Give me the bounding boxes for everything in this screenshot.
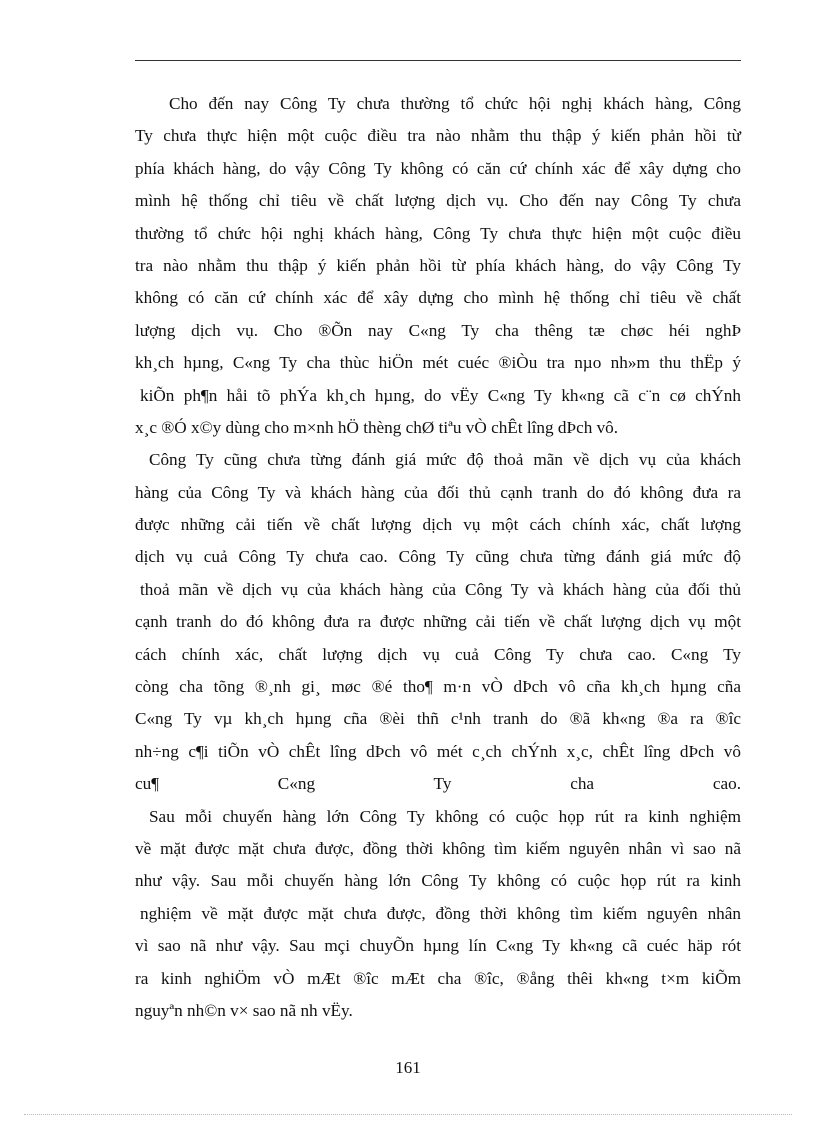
paragraph-line: kh¸ch hµng, C«ng Ty cha thùc hiÖn mét cuéc ®iÒu tra nµo nh»m thu thËp ý bbox=[135, 353, 741, 373]
paragraph-line: mình hệ thống chỉ tiêu về chất lượng dịch vụ. Cho đến nay Công Ty chưa bbox=[135, 191, 741, 211]
page-number: 161 bbox=[395, 1058, 421, 1077]
paragraph-2 bbox=[135, 444, 741, 800]
paragraph-line: Ty chưa thực hiện một cuộc điều tra nào nhằm thu thập ý kiến phản hồi từ bbox=[135, 126, 741, 146]
page-bottom-border bbox=[24, 1114, 792, 1115]
paragraph-line: được những cải tiến về chất lượng dịch vụ một cách chính xác, chất lượng bbox=[135, 515, 741, 535]
paragraph-line: thường tổ chức hội nghị khách hàng, Công Ty chưa thực hiện một cuộc điều bbox=[135, 223, 741, 243]
paragraph-line: cách chính xác, chất lượng dịch vụ cuả Công Ty chưa cao. C«ng Ty bbox=[135, 644, 741, 664]
paragraph-line: thoả mãn về dịch vụ của khách hàng của Công Ty và khách hàng của đối thủ bbox=[140, 579, 741, 599]
paragraph-1 bbox=[135, 88, 741, 444]
paragraph-line: tra nào nhằm thu thập ý kiến phản hồi từ phía khách hàng, do vậy Công Ty bbox=[135, 255, 741, 275]
paragraph-line: nghiệm về mặt được mặt chưa được, đồng thời không tìm kiếm nguyên nhân bbox=[140, 903, 741, 923]
paragraph-line: x¸c ®Ó x©y dùng cho m×nh hÖ thèng chØ tiªu vÒ chÊt lîng dÞch vô. bbox=[135, 417, 619, 437]
document-body bbox=[135, 88, 741, 1027]
paragraph-line: nh÷ng c¶i tiÕn vÒ chÊt lîng dÞch vô mét c¸ch chÝnh x¸c, chÊt lîng dÞch vô bbox=[135, 741, 741, 761]
paragraph-line: vì sao nã như vậy. Sau mçi chuyÕn hµng lín C«ng Ty kh«ng cã cuéc häp rót bbox=[135, 936, 741, 956]
paragraph-line: Công Ty cũng chưa từng đánh giá mức độ thoả mãn về dịch vụ của khách bbox=[149, 450, 741, 470]
paragraph-line: cạnh tranh do đó không đưa ra được những cải tiến về chất lượng dịch vụ một bbox=[135, 612, 741, 632]
paragraph-line: kiÕn ph¶n håi tõ phÝa kh¸ch hµng, do vËy C«ng Ty kh«ng cã c¨n cø chÝnh bbox=[140, 385, 741, 405]
paragraph-line: không có căn cứ chính xác để xây dựng cho mình hệ thống chỉ tiêu về chất bbox=[135, 288, 741, 308]
paragraph-line: về mặt được mặt chưa được, đồng thời không tìm kiếm nguyên nhân vì sao nã bbox=[135, 838, 741, 858]
paragraph-line: dịch vụ cuả Công Ty chưa cao. Công Ty cũng chưa từng đánh giá mức độ bbox=[135, 547, 741, 567]
paragraph-line: Sau mỗi chuyến hàng lớn Công Ty không có cuộc họp rút ra kinh nghiệm bbox=[149, 806, 741, 826]
paragraph-line: ra kinh nghiÖm vÒ mÆt ®îc mÆt cha ®îc, ®ång thêi kh«ng t×m kiÕm bbox=[135, 968, 741, 988]
header-rule bbox=[135, 60, 741, 61]
paragraph-3 bbox=[135, 801, 741, 1028]
paragraph-line: C«ng Ty vµ kh¸ch hµng cña ®èi thñ c¹nh tranh do ®ã kh«ng ®a ra ®îc bbox=[135, 709, 741, 729]
paragraph-line: còng cha tõng ®¸nh gi¸ møc ®é tho¶ m·n vÒ dÞch vô cña kh¸ch hµng cña bbox=[135, 677, 741, 697]
paragraph-line: nguyªn nh©n v× sao nã nh vËy. bbox=[135, 1000, 353, 1020]
paragraph-line: cu¶ C«ng Ty cha cao. bbox=[135, 774, 741, 794]
paragraph-line: như vậy. Sau mỗi chuyến hàng lớn Công Ty không có cuộc họp rút ra kinh bbox=[135, 871, 741, 891]
paragraph-line: hàng của Công Ty và khách hàng của đối thủ cạnh tranh do đó không đưa ra bbox=[135, 482, 741, 502]
paragraph-line: phía khách hàng, do vậy Công Ty không có căn cứ chính xác để xây dựng cho bbox=[135, 158, 741, 178]
paragraph-line: lượng dịch vụ. Cho ®Õn nay C«ng Ty cha thêng tæ chøc héi nghÞ bbox=[135, 320, 741, 340]
paragraph-line: Cho đến nay Công Ty chưa thường tổ chức hội nghị khách hàng, Công bbox=[169, 94, 741, 113]
